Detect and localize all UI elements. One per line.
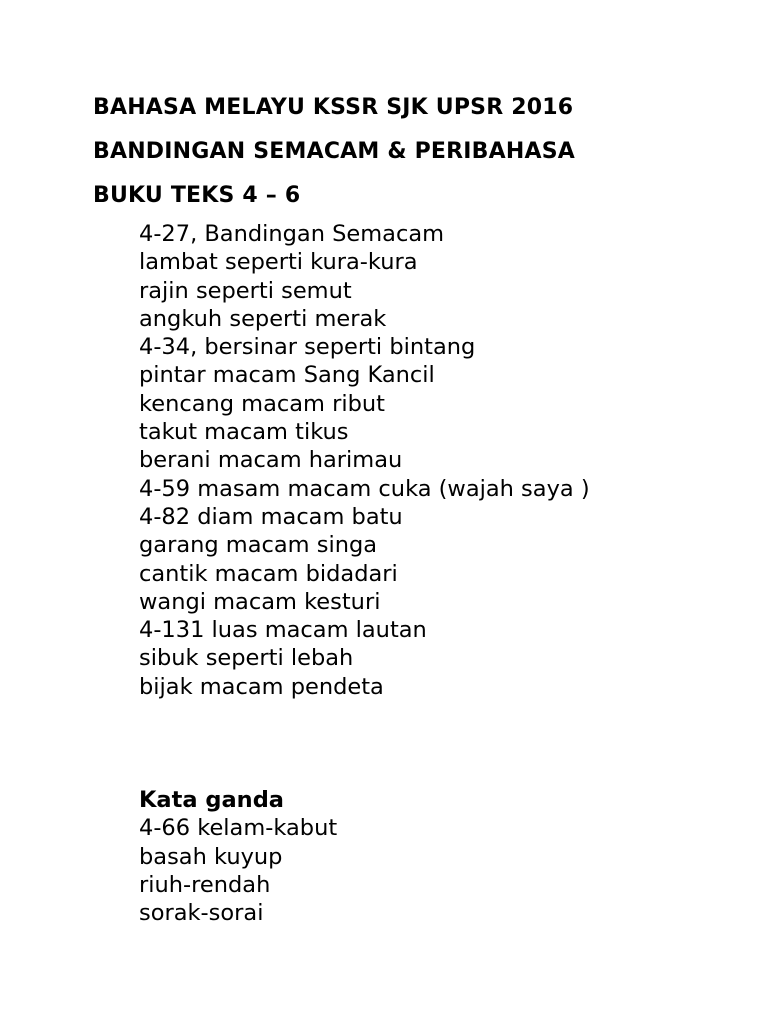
list-item: lambat seperti kura-kura [139, 249, 418, 276]
heading-textbook: BUKU TEKS 4 – 6 [93, 183, 301, 208]
list-item: takut macam tikus [139, 419, 349, 446]
document-headings [93, 86, 575, 218]
bandingan-list [139, 220, 590, 701]
list-item: cantik macam bidadari [139, 560, 398, 587]
list-item: 4-27, Bandingan Semacam [139, 221, 445, 247]
list-item: 4-34, bersinar seperti bintang [139, 334, 476, 361]
list-item: 4-82 diam macam batu [139, 503, 403, 530]
list-item: rajin seperti semut [139, 277, 352, 304]
list-item: basah kuyup [139, 843, 283, 870]
list-item: bijak macam pendeta [139, 673, 384, 700]
list-item: sibuk seperti lebah [139, 645, 354, 672]
list-item: riuh-rendah [139, 871, 271, 898]
list-item: wangi macam kesturi [139, 588, 381, 615]
list-item: pintar macam Sang Kancil [139, 362, 435, 389]
list-item: 4-59 masam macam cuka (wajah saya ) [139, 475, 590, 502]
heading-title: BAHASA MELAYU KSSR SJK UPSR 2016 [93, 95, 574, 120]
list-item: kencang macam ribut [139, 390, 385, 417]
list-item: 4-131 luas macam lautan [139, 617, 427, 644]
section-spacer [139, 701, 590, 786]
content-list [139, 220, 590, 928]
heading-subtitle: BANDINGAN SEMACAM & PERIBAHASA [93, 139, 575, 164]
list-item: berani macam harimau [139, 447, 403, 474]
list-item: angkuh seperti merak [139, 305, 387, 332]
list-item: 4-66 kelam-kabut [139, 815, 338, 842]
kata-ganda-heading: Kata ganda [139, 787, 284, 814]
kata-ganda-section [139, 786, 590, 927]
list-item: garang macam singa [139, 532, 378, 559]
list-item: sorak-sorai [139, 900, 264, 927]
